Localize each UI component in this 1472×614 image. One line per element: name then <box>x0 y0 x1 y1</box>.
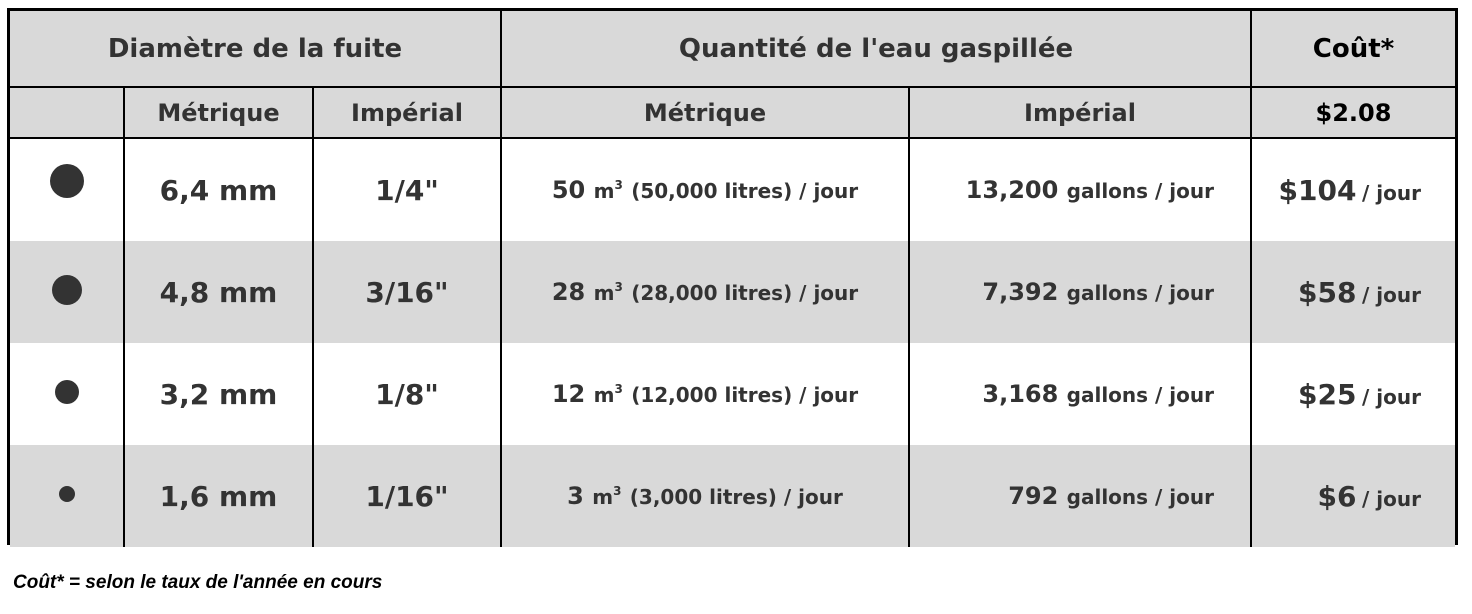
m3-exponent: 3 <box>614 178 623 192</box>
header-diameter: Diamètre de la fuite <box>10 11 501 87</box>
cost-value: $58 <box>1298 275 1357 309</box>
leak-dot-icon <box>50 164 84 198</box>
diameter-mm: 1,6 mm <box>124 445 313 547</box>
gallons-value: 7,392 <box>982 278 1059 306</box>
subheader-rate: $2.08 <box>1251 87 1455 138</box>
diameter-inch: 1/16" <box>313 445 501 547</box>
leak-dot-icon <box>52 275 82 305</box>
m3-value: 50 <box>551 176 586 204</box>
cost-cell <box>1251 445 1455 547</box>
gallons-unit: gallons / jour <box>1066 179 1214 203</box>
diameter-mm: 3,2 mm <box>124 343 313 445</box>
header-row <box>10 11 1455 87</box>
subheader-blank <box>10 87 124 138</box>
cost-value: $25 <box>1298 377 1357 411</box>
litres-value: (12,000 litres) / jour <box>631 383 859 407</box>
cost-unit: / jour <box>1362 282 1421 307</box>
gallons-value: 13,200 <box>965 176 1059 204</box>
litres-value: (3,000 litres) / jour <box>629 485 843 509</box>
diameter-inch: 3/16" <box>313 241 501 343</box>
subheader-row <box>10 87 1455 138</box>
litres-value: (28,000 litres) / jour <box>631 281 859 305</box>
cost-cell <box>1251 343 1455 445</box>
header-quantity: Quantité de l'eau gaspillée <box>501 11 1251 87</box>
quantity-metric <box>501 138 909 241</box>
m3-value: 12 <box>551 380 586 408</box>
leak-cost-table <box>10 11 1455 547</box>
m3-exponent: 3 <box>614 382 623 396</box>
m3-unit: m <box>593 383 615 407</box>
diameter-inch: 1/8" <box>313 343 501 445</box>
cost-unit: / jour <box>1362 180 1421 205</box>
table-row <box>10 445 1455 547</box>
quantity-metric <box>501 343 909 445</box>
m3-exponent: 3 <box>613 484 622 498</box>
quantity-imperial <box>909 138 1251 241</box>
cost-cell <box>1251 138 1455 241</box>
leak-size-cell <box>10 343 124 445</box>
leak-size-cell <box>10 138 124 241</box>
header-cost: Coût* <box>1251 11 1455 87</box>
quantity-metric <box>501 445 909 547</box>
quantity-imperial <box>909 241 1251 343</box>
quantity-metric <box>501 241 909 343</box>
cost-value: $6 <box>1317 479 1357 513</box>
quantity-imperial <box>909 343 1251 445</box>
cost-unit: / jour <box>1362 384 1421 409</box>
leak-dot-icon <box>59 486 75 502</box>
m3-value: 3 <box>567 482 584 510</box>
cost-footnote: Coût* = selon le taux de l'année en cours <box>13 572 383 593</box>
gallons-value: 3,168 <box>982 380 1059 408</box>
m3-unit: m <box>593 281 615 305</box>
gallons-value: 792 <box>1008 482 1059 510</box>
litres-value: (50,000 litres) / jour <box>631 179 859 203</box>
quantity-imperial <box>909 445 1251 547</box>
gallons-unit: gallons / jour <box>1066 383 1214 407</box>
diameter-inch: 1/4" <box>313 138 501 241</box>
leak-size-cell <box>10 445 124 547</box>
subheader-qty-metric: Métrique <box>501 87 909 138</box>
table-row <box>10 138 1455 241</box>
diameter-mm: 4,8 mm <box>124 241 313 343</box>
cost-unit: / jour <box>1362 486 1421 511</box>
leak-dot-icon <box>55 380 79 404</box>
leak-size-cell <box>10 241 124 343</box>
diameter-mm: 6,4 mm <box>124 138 313 241</box>
subheader-imperial: Impérial <box>313 87 501 138</box>
m3-value: 28 <box>551 278 586 306</box>
m3-unit: m <box>593 179 615 203</box>
gallons-unit: gallons / jour <box>1066 281 1214 305</box>
subheader-qty-imperial: Impérial <box>909 87 1251 138</box>
gallons-unit: gallons / jour <box>1066 485 1214 509</box>
subheader-metric: Métrique <box>124 87 313 138</box>
table-row <box>10 343 1455 445</box>
m3-exponent: 3 <box>614 280 623 294</box>
cost-value: $104 <box>1278 173 1357 207</box>
leak-table-frame <box>7 8 1458 545</box>
cost-cell <box>1251 241 1455 343</box>
table-row <box>10 241 1455 343</box>
m3-unit: m <box>592 485 614 509</box>
